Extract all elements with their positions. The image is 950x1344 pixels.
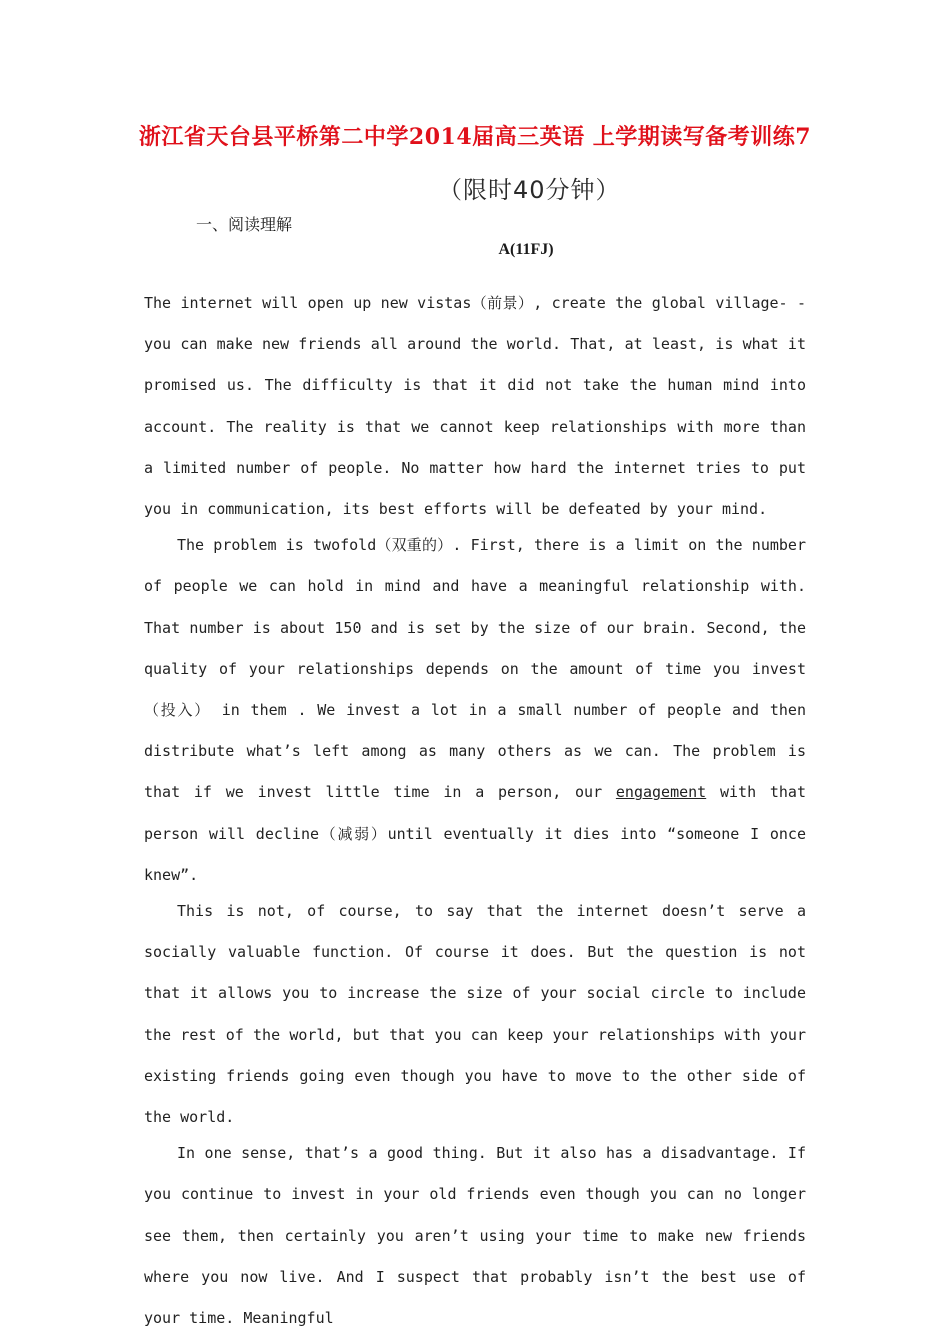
paragraph-2-text-b: with that person will decline（减弱）until eventually it dies into “someone I once knew”.	[144, 783, 806, 884]
underlined-word-engagement: engagement	[615, 783, 707, 802]
paragraph-3-text: This is not, of course, to say that the internet doesn’t serve a socially valuable function. Of course it does. But the question is not that it allows you to increase the size of your social circle to include the rest of the world, but that you can keep your relationships with your existing friends going even though you have to move to the other side of the world.	[144, 902, 806, 1127]
document-title: 浙江省天台县平桥第二中学2014届高三英语 上学期读写备考训练7	[138, 124, 812, 150]
paragraph-1	[144, 283, 806, 530]
paragraph-4	[144, 1133, 806, 1339]
paragraph-3	[144, 891, 806, 1138]
paragraph-2	[144, 525, 806, 896]
time-limit-subtitle: （限时40分钟）	[438, 176, 621, 204]
passage-label: A(11FJ)	[498, 241, 554, 258]
section-heading-reading: 一、阅读理解	[196, 215, 293, 234]
paragraph-4-text: In one sense, that’s a good thing. But it also has a disadvantage. If you continue to invest in your old friends even though you can no longer see them, then certainly you aren’t using your time to make new friends where you now live. And I suspect that probably isn’t the best use of your time. Meaningful	[144, 1144, 806, 1328]
paragraph-2-text-a: The problem is twofold（双重的）. First, there is a limit on the number of people we can hold in mind and have a meaningful relationship with. That number is about 150 and is set by the size of our brain. Second, the quality of your relationships depends on the amount of time you invest （投入） in them . We invest a lot in a small number of people and then distribute what’s left among as many others as we can. The problem is that if we invest little time in a person, our	[144, 536, 806, 802]
passage-body	[144, 283, 806, 1334]
paragraph-1-text: The internet will open up new vistas（前景）, create the global village- -you can make new friends all around the world. That, at least, is what it promised us. The difficulty is that it did not take the human mind into account. The reality is that we cannot keep relationships with more than a limited number of people. No matter how hard the internet tries to put you in communication, its best efforts will be defeated by your mind.	[144, 294, 806, 519]
